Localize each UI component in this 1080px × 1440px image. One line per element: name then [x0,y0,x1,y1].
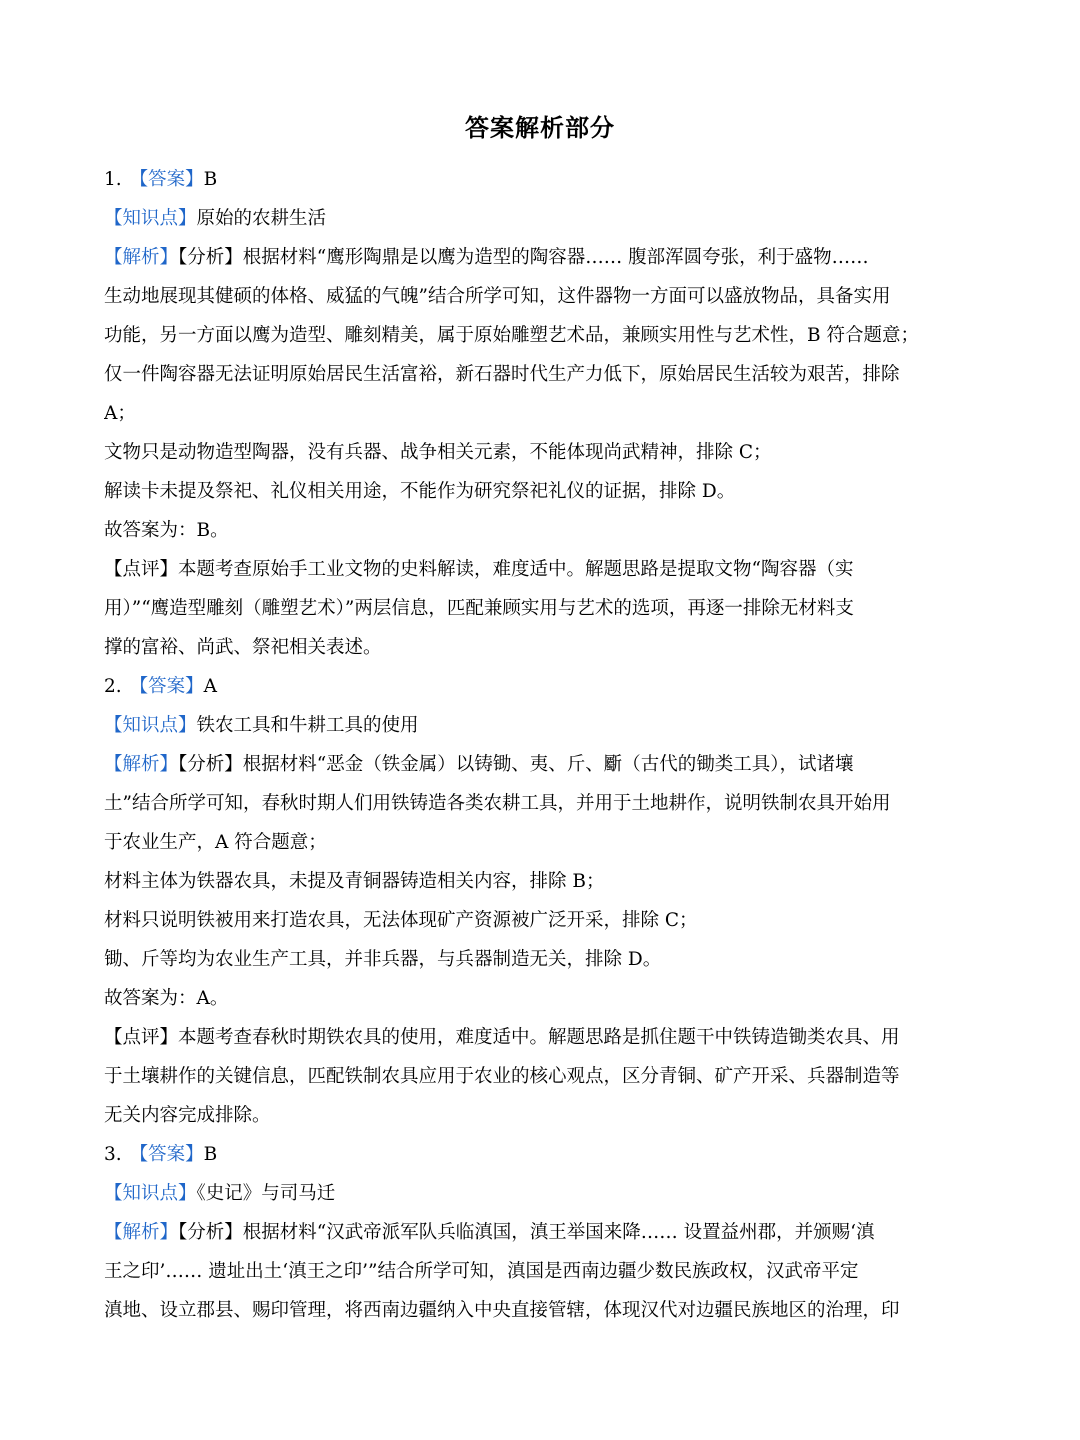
knowledge-point-text: 铁农工具和牛耕工具的使用 [196,715,419,736]
knowledge-point-text: 《史记》与司马迁 [196,1183,336,1204]
analysis-tag: 【解析】 [104,1222,179,1243]
answer-tag: 【答案】 [129,676,204,697]
analysis-tag: 【解析】 [104,247,179,268]
analysis-text-line: 锄、斤等均为农业生产工具，并非兵器，与兵器制造无关，排除 D。 [104,949,662,970]
comment-line: 于土壤耕作的关键信息，匹配铁制农具应用于农业的核心观点，区分青铜、矿产开采、兵器制造等 [104,1066,900,1087]
question-3-analysis-line [104,1213,976,1252]
answer-value: B [203,169,218,190]
knowledge-point-tag: 【知识点】 [104,1183,197,1204]
knowledge-point-tag: 【知识点】 [104,715,197,736]
analysis-text: 【分析】根据材料“恶金（铁金属）以铸锄、夷、斤、斸（古代的锄类工具），试诸壤 [178,754,854,775]
analysis-text-line: 解读卡未提及祭祀、礼仪相关用途，不能作为研究祭祀礼仪的证据，排除 D。 [104,481,736,502]
analysis-text-line: 材料只说明铁被用来打造农具，无法体现矿产资源被广泛开采，排除 C； [104,910,698,931]
comment-line: 用）”“鹰造型雕刻（雕塑艺术）”两层信息，匹配兼顾实用与艺术的选项，再逐一排除无材料支 [104,598,854,619]
analysis-text: 【分析】根据材料“汉武帝派军队兵临滇国，滇王举国来降…… 设置益州郡，并颁赐‘滇 [178,1222,875,1243]
answer-value: B [203,1144,218,1165]
analysis-text-line: 功能，另一方面以鹰为造型、雕刻精美，属于原始雕塑艺术品，兼顾实用性与艺术性，B 符合题意； [104,325,919,346]
answer-tag: 【答案】 [129,169,204,190]
question-3-answer-line [104,1135,976,1174]
knowledge-point-tag: 【知识点】 [104,208,197,229]
question-2-knowledge-point [104,706,976,745]
analysis-text-line: 文物只是动物造型陶器，没有兵器、战争相关元素，不能体现尚武精神，排除 C； [104,442,772,463]
comment-line: 【点评】本题考查春秋时期铁农具的使用，难度适中。解题思路是抓住题干中铁铸造锄类农具、用 [104,1027,900,1048]
question-1-analysis-line [104,238,976,277]
analysis-text-line: 王之印’…… 遗址出土‘滇王之印’”结合所学可知，滇国是西南边疆少数民族政权，汉武帝平定 [104,1261,859,1282]
final-answer-line: 故答案为：A。 [104,988,229,1009]
question-1-knowledge-point [104,199,976,238]
analysis-text-line: 滇地、设立郡县、赐印管理，将西南边疆纳入中央直接管辖，体现汉代对边疆民族地区的治理，印 [104,1300,900,1321]
final-answer-line: 故答案为：B。 [104,520,229,541]
analysis-text-line: 仅一件陶容器无法证明原始居民生活富裕，新石器时代生产力低下，原始居民生活较为艰苦，排除 [104,364,900,385]
analysis-tag: 【解析】 [104,754,179,775]
question-3-knowledge-point [104,1174,976,1213]
analysis-text-line: 材料主体为铁器农具，未提及青铜器铸造相关内容，排除 B； [104,871,605,892]
answer-tag: 【答案】 [129,1144,204,1165]
knowledge-point-text: 原始的农耕生活 [196,208,327,229]
analysis-text-line: 生动地展现其健硕的体格、威猛的气魄”结合所学可知，这件器物一方面可以盛放物品，具备实用 [104,286,891,307]
question-2-analysis-line [104,745,976,784]
question-number: 3. [104,1144,122,1165]
question-number: 1. [104,169,122,190]
analysis-text: 【分析】根据材料“鹰形陶鼎是以鹰为造型的陶容器…… 腹部浑圆夸张，利于盛物…… [178,247,869,268]
comment-line: 撑的富裕、尚武、祭祀相关表述。 [104,637,382,658]
analysis-text-line: 土”结合所学可知，春秋时期人们用铁铸造各类农耕工具，并用于土地耕作，说明铁制农具开始用 [104,793,891,814]
question-number: 2. [104,676,122,697]
analysis-text-line: A； [104,403,136,424]
analysis-text-line: 于农业生产，A 符合题意； [104,832,327,853]
question-1-answer-line [104,160,976,199]
question-2-answer-line [104,667,976,706]
answer-analysis-content [104,160,976,1330]
page-title: 答案解析部分 [465,114,615,142]
answer-value: A [203,676,218,697]
comment-line: 无关内容完成排除。 [104,1105,271,1126]
comment-line: 【点评】本题考查原始手工业文物的史料解读，难度适中。解题思路是提取文物“陶容器（实 [104,559,854,580]
